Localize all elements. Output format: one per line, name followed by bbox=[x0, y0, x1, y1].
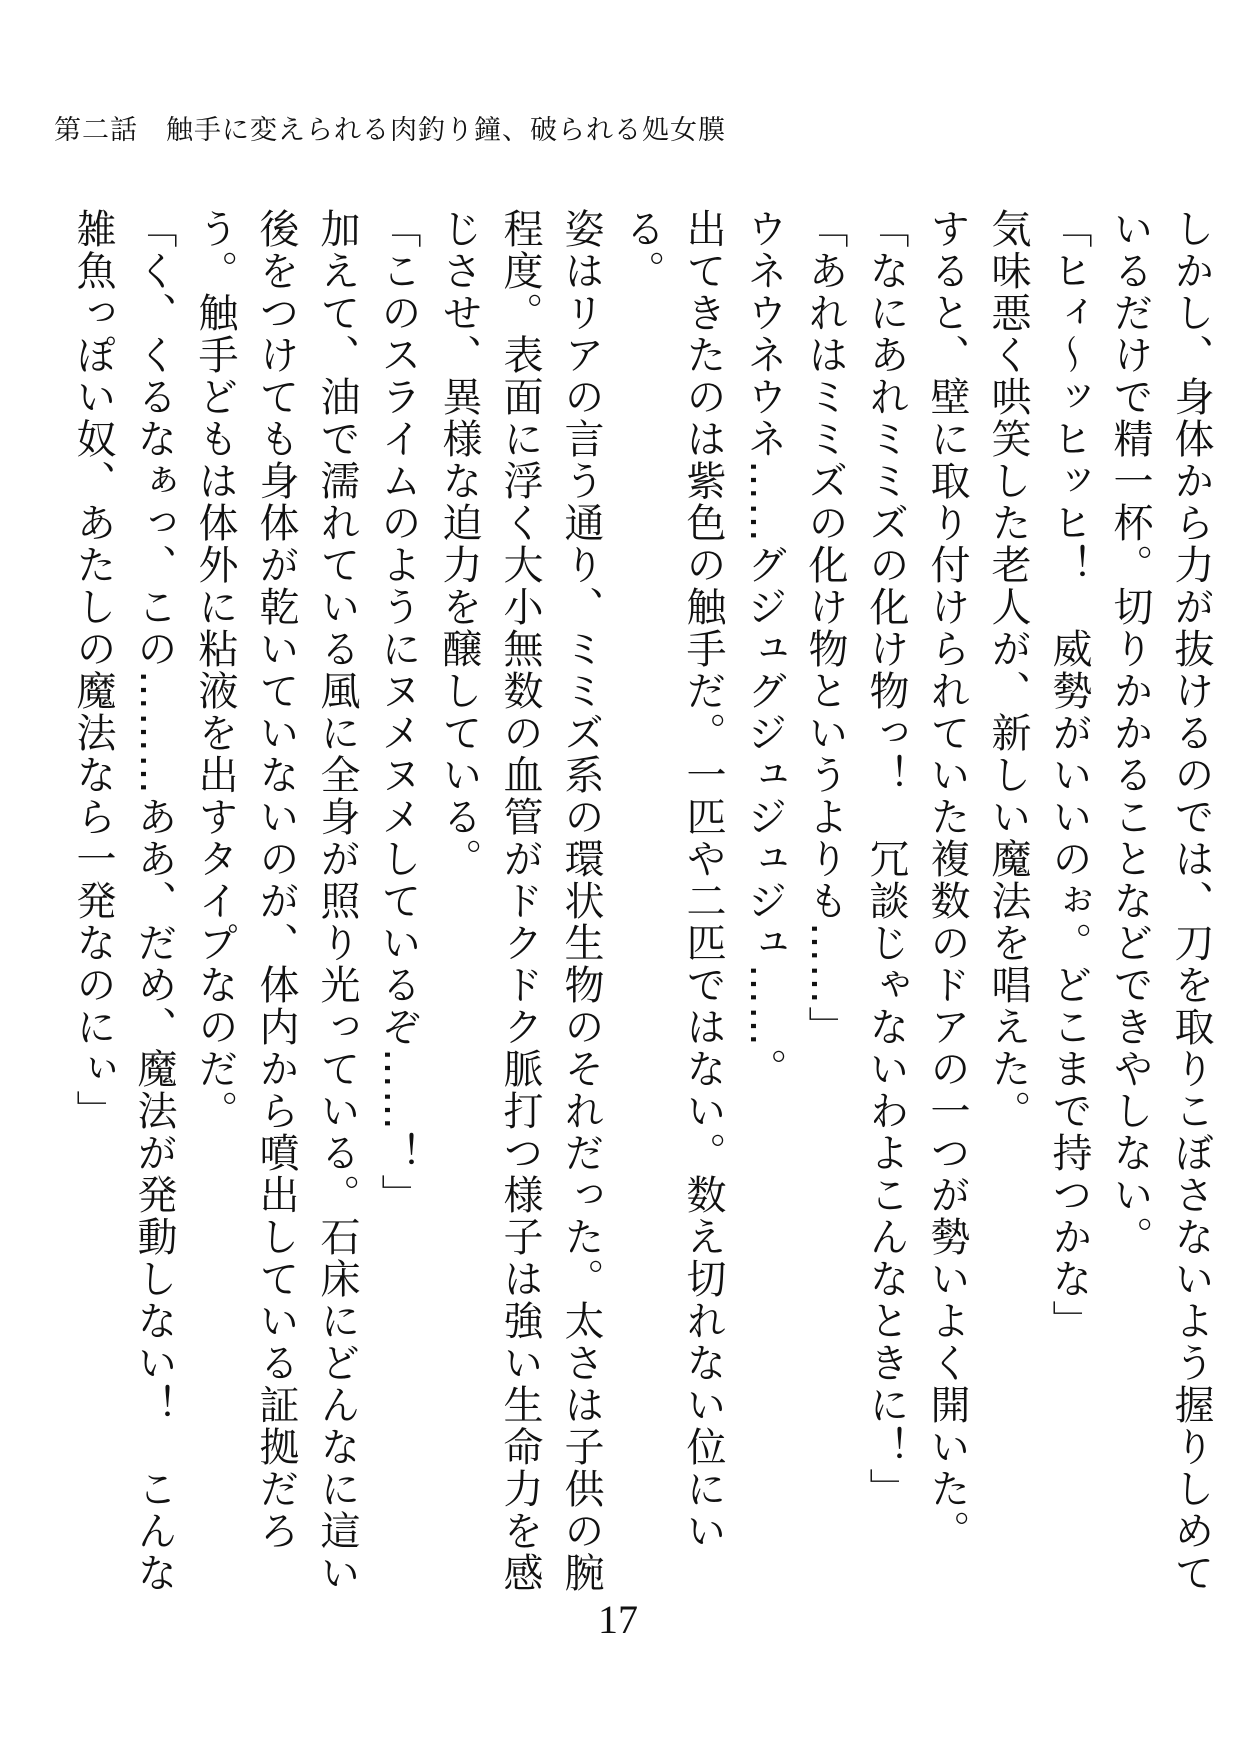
paragraph: ウネウネウネ……グジュグジュジュジュ……。 bbox=[741, 208, 787, 1090]
paragraph: しかし、身体から力が抜けるのでは、刀を取りこぼさないよう握りしめているだけで精一杯。切りかかることなどできやしない。 bbox=[1107, 208, 1214, 1594]
paragraph: 「あれはミミズの化け物というよりも……」 bbox=[802, 208, 848, 1048]
paragraph: 出てきたのは紫色の触手だ。一匹や二匹ではない。数え切れない位にいる。 bbox=[619, 208, 726, 1552]
paragraph: すると、壁に取り付けられていた複数のドアの一つが勢いよく開いた。 bbox=[924, 208, 970, 1552]
paragraph: 「ヒィ〜ッヒッヒ！ 威勢がいいのぉ。どこまで持つかな」 bbox=[1046, 208, 1092, 1342]
paragraph: 気味悪く哄笑した老人が、新しい魔法を唱えた。 bbox=[985, 208, 1031, 1132]
body-text bbox=[61, 208, 1221, 1628]
paragraph: 姿はリアの言う通り、ミミズ系の環状生物のそれだった。太さは子供の腕程度。表面に浮く大小無数の血管がドクドク脈打つ様子は強い生命力を感じさせ、異様な迫力を醸している。 bbox=[436, 208, 604, 1594]
paragraph: 「このスライムのようにヌメヌメしているぞ……！」 bbox=[375, 208, 421, 1216]
paragraph: 「く、くるなぁっ、この………ああ、だめ、魔法が発動しない！ こんな雑魚っぽい奴、あたしの魔法なら一発なのにぃ」 bbox=[70, 208, 177, 1594]
paragraph: 加えて、油で濡れている風に全身が照り光っている。石床にどんなに這い後をつけても身体が乾いていないのが、体内から噴出している証拠だろう。触手どもは体外に粘液を出すタイプなのだ。 bbox=[192, 208, 360, 1594]
chapter-heading: 第二話 触手に変えられる肉釣り鐘、破られる処女膜 bbox=[54, 115, 726, 146]
paragraph: 「なにあれミミズの化け物っ！ 冗談じゃないわよこんなときに！」 bbox=[863, 208, 909, 1510]
page-number: 17 bbox=[598, 1597, 638, 1642]
